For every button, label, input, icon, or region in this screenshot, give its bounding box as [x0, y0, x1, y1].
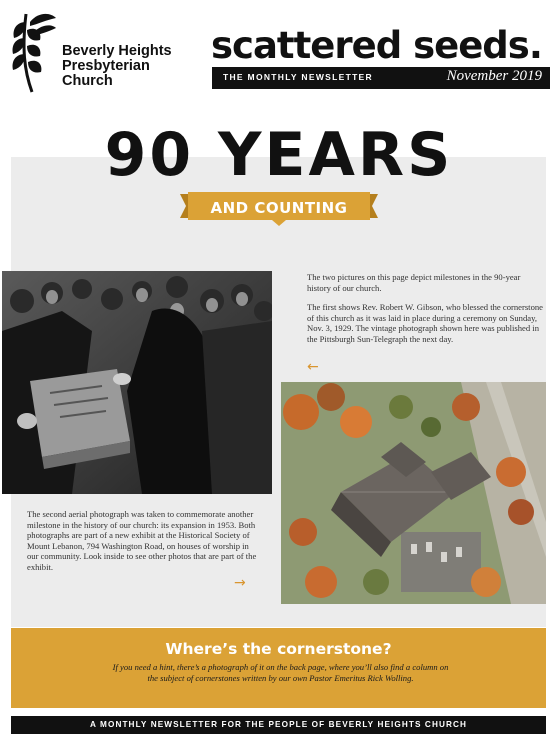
aerial-church-photo — [281, 382, 546, 604]
newsletter-subtitle: THE MONTHLY NEWSLETTER — [223, 72, 373, 82]
newsletter-title: scattered seeds. — [211, 24, 542, 67]
church-name-line: Church — [62, 73, 113, 89]
ribbon-banner — [180, 192, 378, 226]
arrow-left-icon: ← — [307, 359, 319, 375]
cornerstone-ceremony-photo — [2, 271, 272, 494]
wheat-sprig-icon — [10, 8, 56, 94]
cornerstone-callout — [11, 628, 546, 708]
caption-paragraph: The two pictures on this page depict milestones in the 90-year history of our church. — [307, 272, 521, 293]
ribbon-text: AND COUNTING — [210, 199, 348, 217]
footer-text: A MONTHLY NEWSLETTER FOR THE PEOPLE OF BEVERLY HEIGHTS CHURCH — [89, 720, 468, 729]
caption-second-photo: The second aerial photograph was taken to commemorate another milestone in the history of our church: its expansion in 1953. Both photographs are part of a new exhibit at the Historical Society of Mount Lebanon, 794 Washington Road, on houses of worship in our community. Look inside to see other photos that are part of the exhibit. — [27, 509, 257, 572]
cornerstone-text: If you need a hint, there’s a photograph of it on the back page, where you’ll also find a column on the subject of cornerstones written by our own Pastor Emeritus Rick Wolling. — [112, 662, 449, 683]
arrow-right-icon: → — [234, 575, 246, 591]
footer-bar — [11, 716, 546, 734]
masthead-bar — [212, 67, 550, 89]
church-name — [62, 44, 172, 89]
church-name-line: Beverly Heights — [62, 43, 172, 59]
caption-first-photo — [307, 272, 545, 345]
issue-date: November 2019 — [446, 68, 542, 84]
church-logo — [10, 8, 200, 94]
church-name-line: Presbyterian — [62, 58, 150, 74]
caption-paragraph: The first shows Rev. Robert W. Gibson, who blessed the cornerstone of this church as it was laid in place during a ceremony on Sunday, Nov. 3, 1929. The vintage photograph shown here was published in the Pittsburgh Sun-Telegraph the next day. — [307, 302, 543, 344]
feature-headline: 90 YEARS — [104, 120, 454, 190]
cornerstone-title: Where’s the cornerstone? — [165, 640, 392, 658]
